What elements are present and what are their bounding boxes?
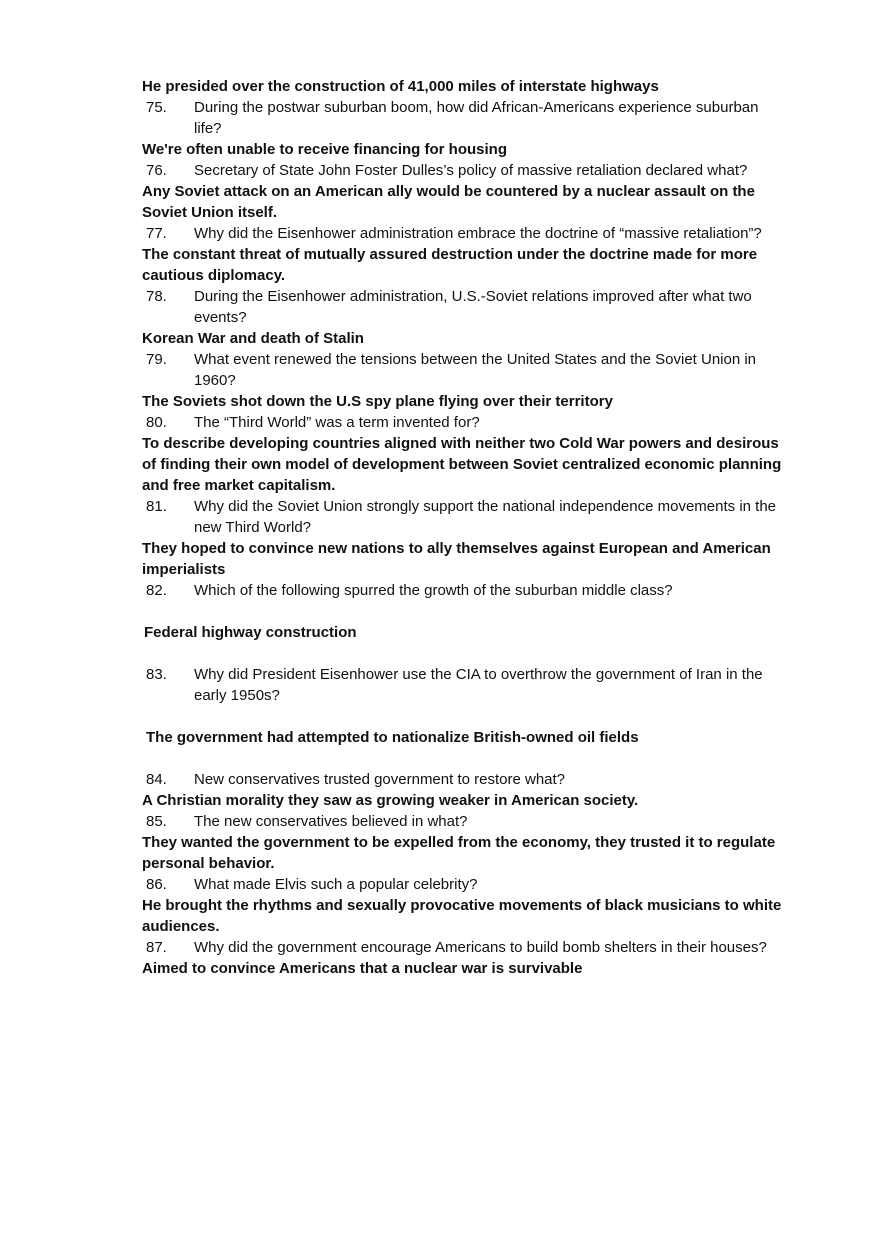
answer-87: Aimed to convince Americans that a nuclear war is survivable [142,960,583,977]
question-text: The “Third World” was a term invented for? [194,414,480,431]
question-75 [142,97,792,139]
question-number: 83. [146,666,167,683]
question-text: Why did the government encourage Americans to build bomb shelters in their houses? [194,939,767,956]
answer-82: Federal highway construction [144,624,357,641]
question-text: Why did the Eisenhower administration embrace the doctrine of “massive retaliation”? [194,225,762,242]
question-text: Why did the Soviet Union strongly support the national independence movements in the new Third World? [194,498,777,536]
question-number: 79. [146,351,167,368]
answer-79: The Soviets shot down the U.S spy plane flying over their territory [142,393,613,410]
document-body [142,76,792,979]
question-text: Secretary of State John Foster Dulles’s policy of massive retaliation declared what? [194,162,748,179]
answer-78: Korean War and death of Stalin [142,330,364,347]
answer-81: They hoped to convince new nations to ally themselves against European and American imperialists [142,540,771,578]
question-text: The new conservatives believed in what? [194,813,468,830]
question-78 [142,286,792,328]
question-number: 80. [146,414,167,431]
question-number: 76. [146,162,167,179]
question-80 [142,412,792,433]
question-number: 81. [146,498,167,515]
question-84 [142,769,792,790]
question-text: During the postwar suburban boom, how did African-Americans experience suburban life? [194,99,759,137]
question-number: 82. [146,582,167,599]
question-number: 77. [146,225,167,242]
answer-85: They wanted the government to be expelled from the economy, they trusted it to regulate personal behavior. [142,834,776,872]
answer-77: The constant threat of mutually assured destruction under the doctrine made for more cautious diplomacy. [142,246,758,284]
question-number: 78. [146,288,167,305]
question-number: 87. [146,939,167,956]
question-text: Which of the following spurred the growth of the suburban middle class? [194,582,673,599]
question-83 [142,664,792,706]
answer-86: He brought the rhythms and sexually provocative movements of black musicians to white audiences. [142,897,782,935]
question-number: 86. [146,876,167,893]
answer-80: To describe developing countries aligned with neither two Cold War powers and desirous of finding their own model of development between Soviet centralized economic planning and free market capitalism. [142,435,782,494]
question-87 [142,937,792,958]
question-text: Why did President Eisenhower use the CIA to overthrow the government of Iran in the early 1950s? [194,666,763,704]
question-77 [142,223,792,244]
answer-76: Any Soviet attack on an American ally would be countered by a nuclear assault on the Soviet Union itself. [142,183,755,221]
question-number: 75. [146,99,167,116]
answer-74: He presided over the construction of 41,000 miles of interstate highways [142,78,659,95]
question-81 [142,496,792,538]
question-82 [142,580,792,601]
answer-75: We're often unable to receive financing for housing [142,141,508,158]
answer-84: A Christian morality they saw as growing weaker in American society. [142,792,639,809]
question-text: What event renewed the tensions between the United States and the Soviet Union in 1960? [194,351,757,389]
question-text: During the Eisenhower administration, U.S.-Soviet relations improved after what two events? [194,288,752,326]
question-76 [142,160,792,181]
question-79 [142,349,792,391]
question-text: New conservatives trusted government to restore what? [194,771,566,788]
question-number: 84. [146,771,167,788]
question-86 [142,874,792,895]
question-number: 85. [146,813,167,830]
question-text: What made Elvis such a popular celebrity? [194,876,478,893]
answer-83: The government had attempted to nationalize British-owned oil fields [146,729,639,746]
question-85 [142,811,792,832]
